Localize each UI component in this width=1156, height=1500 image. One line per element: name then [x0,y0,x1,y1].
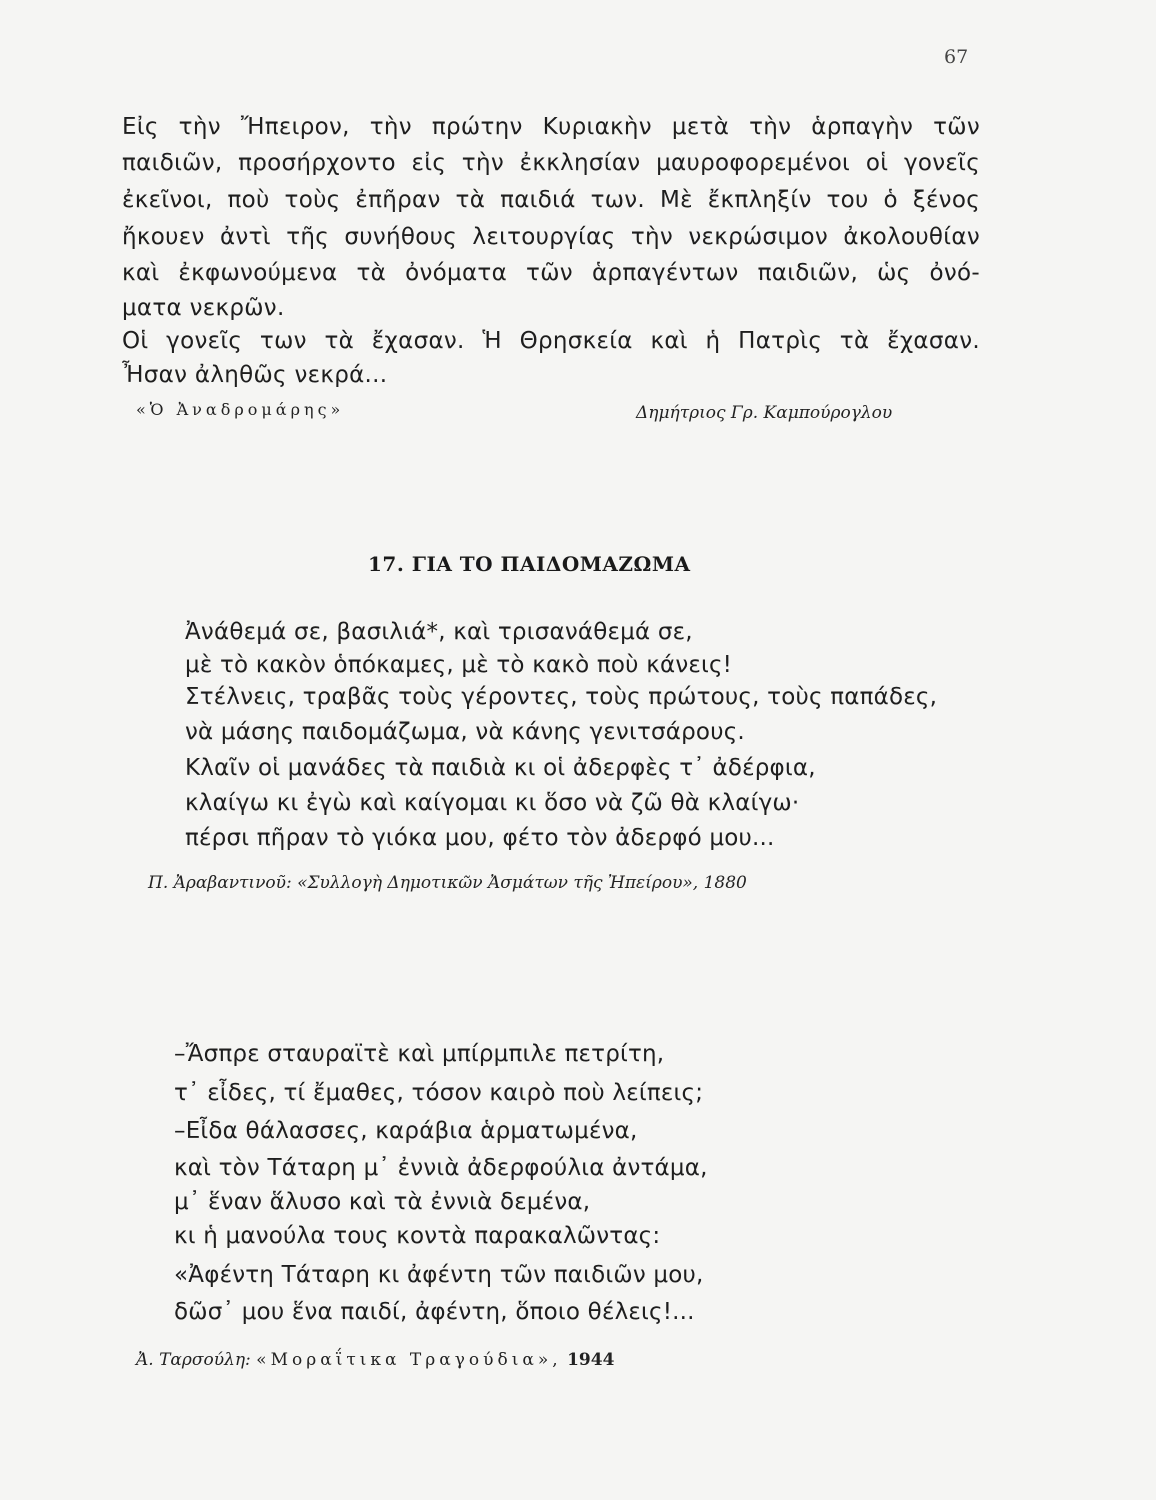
poem-line: μὲ τὸ κακὸν ὁπόκαμες, μὲ τὸ κακὸ ποὺ κάνεις! [185,652,733,678]
source-title: «Ὁ Ἀναδρομάρης» [136,400,345,419]
section-heading: 17. ΓΙΑ ΤΟ ΠΑΙΔΟΜΑΖΩΜΑ [368,552,691,576]
poem-line: «Ἀφέντη Τάταρη κι ἀφέντη τῶν παιδιῶν μου, [174,1262,704,1288]
prose-line: Ἦσαν ἀληθῶς νεκρά... [122,362,388,388]
poem-line: κι ἡ μανούλα τους κοντὰ παρακαλῶντας: [174,1223,661,1249]
citation-first: Π. Ἀραβαντινοῦ: «Συλλογὴ Δημοτικῶν Ἀσμάτων τῆς Ἠπείρου», 1880 [148,873,747,893]
poem-line: πέρσι πῆραν τὸ γιόκα μου, φέτο τὸν ἀδερφό μου... [185,825,775,851]
poem-line: Ἀνάθεμά σε, βασιλιά*, καὶ τρισανάθεμά σε, [185,619,693,645]
poem-line: δῶσ᾽ μου ἕνα παιδί, ἀφέντη, ὅποιο θέλεις!... [174,1299,695,1325]
poem-line: κλαίγω κι ἐγὼ καὶ καίγομαι κι ὅσο νὰ ζῶ θὰ κλαίγω· [185,790,800,816]
poem-line: μ᾽ ἕναν ἅλυσο καὶ τὰ ἐννιὰ δεμένα, [174,1189,591,1215]
poem-line: νὰ μάσης παιδομάζωμα, νὰ κάνης γενιτσάρους. [185,719,745,745]
prose-line: Οἱ γονεῖς των τὰ ἔχασαν. Ἡ Θρησκεία καὶ ἡ Πατρὶς τὰ ἔχασαν. [122,328,980,354]
citation-year: 1944 [567,1350,615,1370]
prose-line: ἐκεῖνοι, ποὺ τοὺς ἐπῆραν τὰ παιδιά των. Μὲ ἔκπληξίν του ὁ ξένος [122,187,980,213]
prose-line: καὶ ἐκφωνούμενα τὰ ὀνόματα τῶν ἁρπαγέντων παιδιῶν, ὡς ὀνό- [122,260,980,286]
poem-line: –Εἶδα θάλασσες, καράβια ἁρματωμένα, [174,1118,638,1144]
poem-line: τ᾽ εἶδες, τί ἔμαθες, τόσον καιρὸ ποὺ λείπεις; [174,1080,704,1106]
prose-line: Εἰς τὴν Ἤπειρον, τὴν πρώτην Κυριακὴν μετὰ τὴν ἁρπαγὴν τῶν [122,114,980,140]
prose-line: ματα νεκρῶν. [122,295,285,321]
prose-line: ἤκουεν ἀντὶ τῆς συνήθους λειτουργίας τὴν νεκρώσιμον ἀκολουθίαν [122,224,980,250]
poem-line: Κλαῖν οἱ μανάδες τὰ παιδιὰ κι οἱ ἀδερφὲς τ᾽ ἀδέρφια, [185,755,816,781]
poem-line: –Ἄσπρε σταυραϊτὲ καὶ μπίρμπιλε πετρίτη, [174,1041,665,1067]
prose-line: παιδιῶν, προσήρχοντο εἰς τὴν ἐκκλησίαν μαυροφορεμένοι οἱ γονεῖς [122,150,980,176]
page-number: 67 [944,46,969,68]
citation-title: «Μοραΐτικα Τραγούδια», [256,1350,562,1370]
source-author: Δημήτριος Γρ. Καμπούρογλου [636,403,893,423]
citation-second [136,1350,614,1370]
citation-author: Ἀ. Ταρσούλη: [136,1350,251,1370]
poem-line: καὶ τὸν Τάταρη μ᾽ ἐννιὰ ἀδερφούλια ἀντάμα, [174,1155,708,1181]
poem-line: Στέλνεις, τραβᾶς τοὺς γέροντες, τοὺς πρώτους, τοὺς παπάδες, [185,684,938,710]
